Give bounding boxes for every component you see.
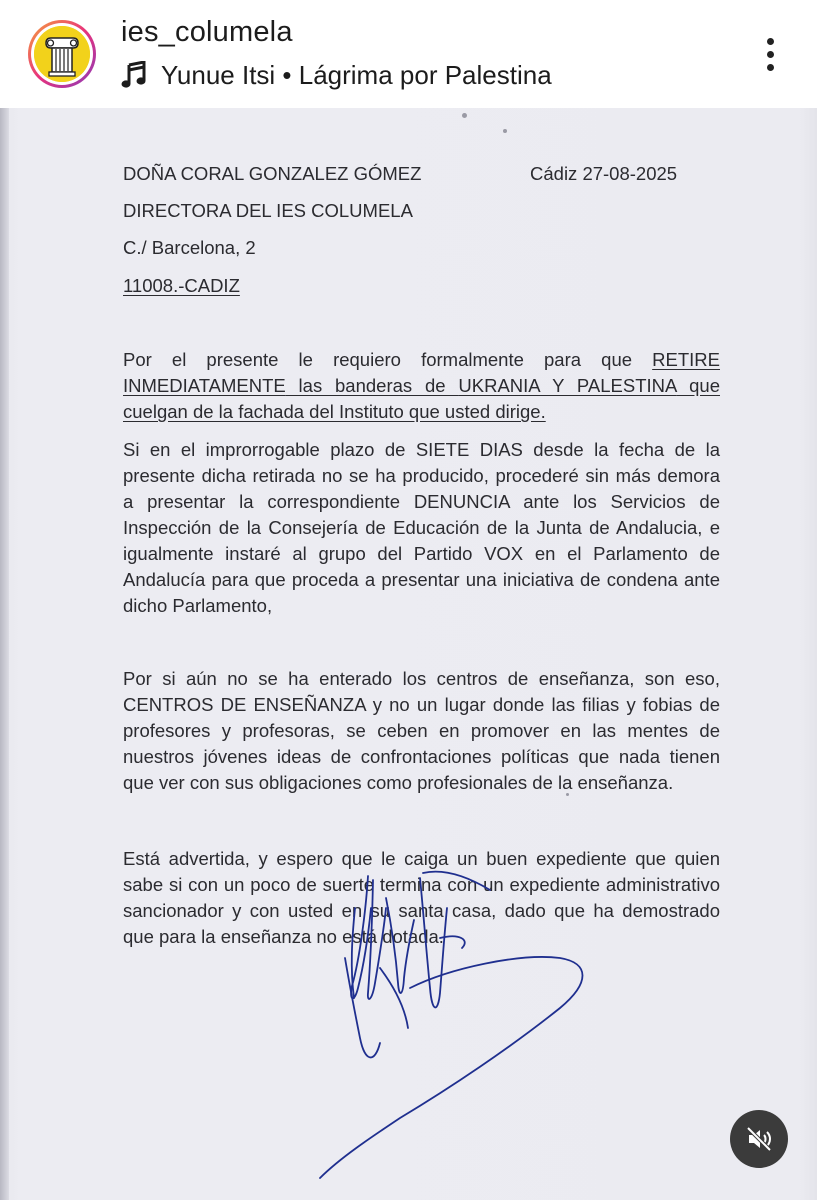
p1-part: que cuelgan de la fachada del Instituto que usted dirige. (123, 375, 720, 422)
column-logo-icon (34, 26, 90, 82)
avatar[interactable] (28, 20, 96, 88)
recipient-title: DIRECTORA DEL IES COLUMELA (123, 200, 413, 221)
scan-speck (462, 113, 467, 118)
paragraph-argument: Por si aún no se ha enterado los centros de enseñanza, son eso, CENTROS DE ENSEÑANZA y no un lugar donde las filias y fobias de profesores y profesoras, se ceben en promover en las mentes de nuestros jóvenes ideas de confrontaciones políticas que nada tienen que ver con sus obligaciones como profesionales de la enseñanza. (123, 668, 720, 793)
more-options-button[interactable] (755, 34, 785, 74)
username[interactable]: ies_columela (121, 16, 293, 48)
post-header (0, 0, 817, 108)
avatar-ring (31, 23, 93, 85)
letter-date: Cádiz 27-08-2025 (530, 163, 678, 184)
scan-speck (503, 129, 507, 133)
mute-button[interactable] (730, 1110, 788, 1168)
audio-track-label: Yunue Itsi • Lágrima por Palestina (161, 59, 552, 90)
address-street: C./ Barcelona, 2 (123, 237, 256, 258)
handwritten-signature (0, 108, 817, 1200)
address-postal: 11008.-CADIZ (123, 275, 240, 296)
music-note-icon (121, 61, 147, 89)
paragraph-demand (123, 347, 720, 425)
p1-emphasis: RETIRE INMEDIATAMENTE (123, 349, 720, 396)
p1-part: las banderas de (285, 375, 459, 396)
p1-part: Por el presente le requiero formalmente para que (123, 349, 653, 370)
more-vertical-icon (767, 51, 774, 58)
letter-image (0, 108, 817, 1200)
muted-speaker-icon (744, 1124, 774, 1154)
more-vertical-icon (767, 64, 774, 71)
recipient-name: DOÑA CORAL GONZALEZ GÓMEZ (123, 163, 422, 184)
page-edge (0, 108, 9, 1200)
audio-track[interactable] (121, 58, 552, 92)
paragraph-warning: Está advertida, y espero que le caiga un buen expediente que quien sabe si con un poco de suerte termina con un expediente administrativo sancionador y con usted en su santa casa, dado que ha demostrado que para la enseñanza no está dotada. (123, 848, 720, 947)
paragraph-ultimatum: Si en el improrrogable plazo de SIETE DIAS desde la fecha de la presente dicha retirada no se ha producido, procederé sin más demora a presentar la correspondiente DENUNCIA ante los Servicios de Inspección de la Consejería de Educación de la Junta de Andalucia, e igualmente instaré al grupo del Partido VOX en el Parlamento de Andalucía para que proceda a presentar una iniciativa de condena ante dicho Parlamento, (123, 439, 720, 616)
p1-flags: UKRANIA Y PALESTINA (458, 375, 677, 396)
more-vertical-icon (767, 38, 774, 45)
